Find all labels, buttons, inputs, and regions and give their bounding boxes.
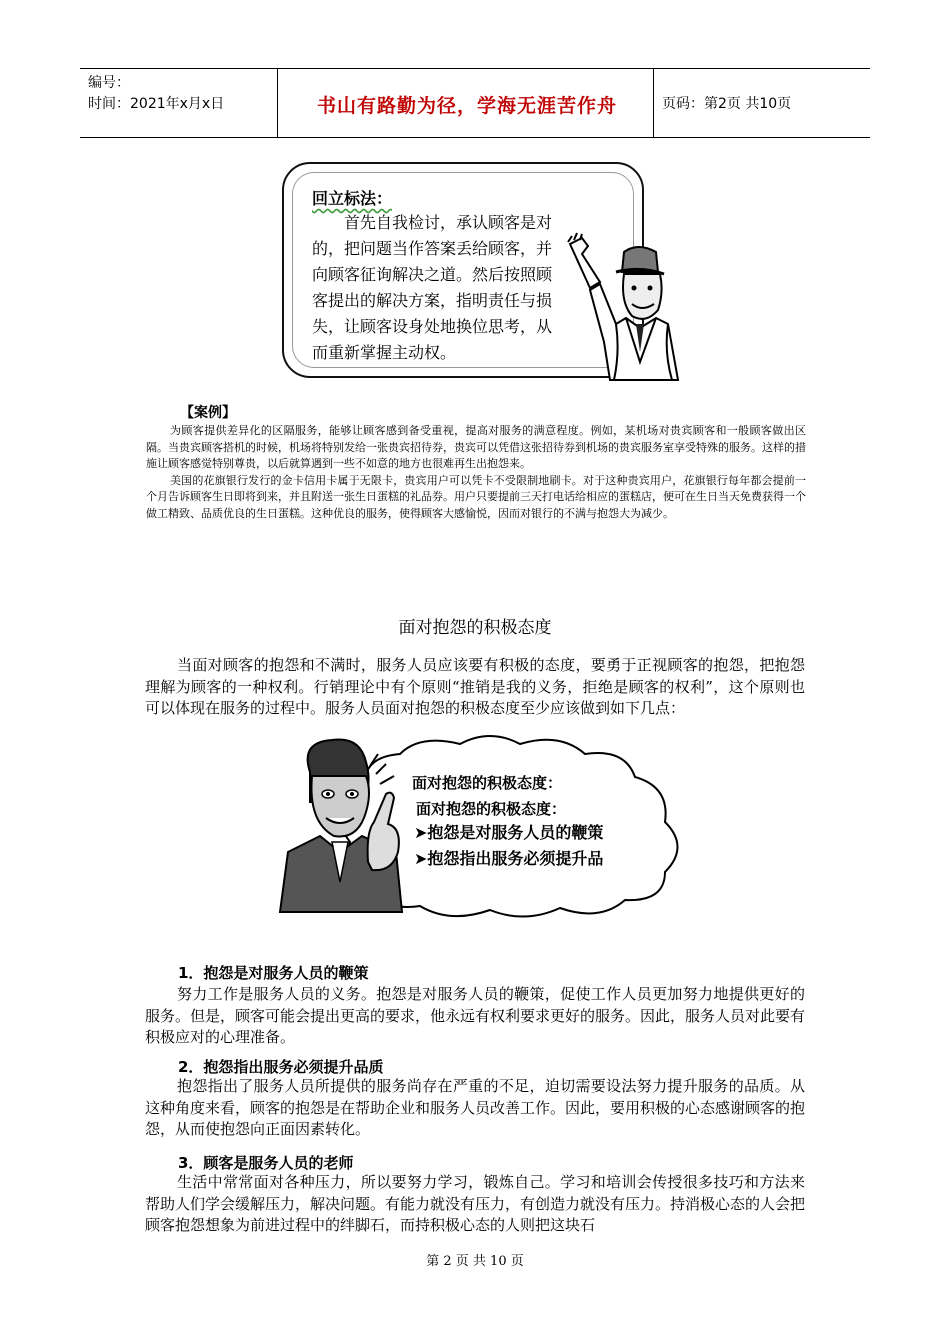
cloud-title: 面对抱怨的积极态度： <box>412 774 563 792</box>
point-text: 抱怨指出了服务人员所提供的服务尚存在严重的不足，迫切需要设法努力提升服务的品质。从这种角度来看，顾客的抱怨是在帮助企业和服务人员改善工作。因此，要用积极的心态感谢顾客的抱怨，从而使抱怨向正面因素转化。 <box>145 1077 806 1138</box>
section-title: 面对抱怨的积极态度 <box>398 618 552 638</box>
cartoon-man-illustration <box>560 232 710 382</box>
case-heading: 【案例】 <box>180 405 236 421</box>
header-motto: 书山有路勤为径，学海无涯苦作舟 <box>316 95 617 117</box>
case-body <box>146 423 806 522</box>
point-heading: 3．顾客是服务人员的老师 <box>178 1154 354 1172</box>
header-page-number: 页码：第2页 共10页 <box>662 96 792 112</box>
bubble-title: 回立标法： <box>312 189 393 208</box>
page-footer: 第 2 页 共 10 页 <box>426 1254 524 1269</box>
doc-number-label: 编号： <box>88 75 130 91</box>
point-heading: 1．抱怨是对服务人员的鞭策 <box>178 964 369 982</box>
header-divider <box>277 69 278 137</box>
cloud-item: ➤抱怨是对服务人员的鞭策 <box>414 823 604 842</box>
point-text: 努力工作是服务人员的义务。抱怨是对服务人员的鞭策，促使工作人员更加努力地提供更好的服务。但是，顾客可能会提出更高的要求，他永远有权利要求更好的服务。因此，服务人员对此要有积极应对的心理准备。 <box>145 985 806 1046</box>
header-meta <box>88 73 224 115</box>
bubble-text: 首先自我检讨，承认顾客是对的，把问题当作答案丢给顾客，并向顾客征询解决之道。然后按照顾客提出的解决方案，指明责任与损失，让顾客设身处地换位思考，从而重新掌握主动权。 <box>312 213 553 362</box>
doc-date-label: 时间：2021年x月x日 <box>88 96 225 112</box>
cloud-subtitle: 面对抱怨的积极态度： <box>416 800 567 818</box>
case-paragraph: 美国的花旗银行发行的金卡信用卡属于无限卡，贵宾用户可以凭卡不受限制地刷卡。对于这种贵宾用户，花旗银行每年都会提前一个月告诉顾客生日即将到来，并且附送一张生日蛋糕的礼品券。用户只要提前三天打电话给相应的蛋糕店，便可在生日当天免费获得一个做工精致、品质优良的生日蛋糕。这种优良的服务，使得顾客大感愉悦，因而对银行的不满与抱怨大为减少。 <box>146 473 806 520</box>
point-paragraph <box>145 1076 805 1141</box>
point-paragraph <box>145 1172 805 1237</box>
point-heading: 2．抱怨指出服务必须提升品质 <box>178 1058 384 1076</box>
cloud-item: ➤抱怨指出服务必须提升品 <box>414 849 604 868</box>
point-text: 生活中常常面对各种压力，所以要努力学习，锻炼自己。学习和培训会传授很多技巧和方法来帮助人们学会缓解压力，解决问题。有能力就没有压力，有创造力就没有压力。持消极心态的人会把顾客抱怨想象为前进过程中的绊脚石，而持积极心态的人则把这块石 <box>145 1173 806 1234</box>
case-paragraph: 为顾客提供差异化的区隔服务，能够让顾客感到备受重视，提高对服务的满意程度。例如，某机场对贵宾顾客和一般顾客做出区隔。当贵宾顾客搭机的时候，机场将特别发给一张贵宾招待券，贵宾可以凭借这张招待券到机场的贵宾服务室享受特殊的服务。这样的措施让顾客感觉特别尊贵，以后就算遇到一些不如意的地方也很难再生出抱怨来。 <box>146 424 806 470</box>
intro-text: 当面对顾客的抱怨和不满时，服务人员应该要有积极的态度，要勇于正视顾客的抱怨，把抱怨理解为顾客的一种权利。行销理论中有个原则“推销是我的义务，拒绝是顾客的权利”，这个原则也可以体现在服务的过程中。服务人员面对抱怨的积极态度至少应该做到如下几点： <box>145 656 805 717</box>
point-paragraph <box>145 984 805 1049</box>
intro-paragraph <box>145 655 805 720</box>
document-header <box>80 68 870 138</box>
